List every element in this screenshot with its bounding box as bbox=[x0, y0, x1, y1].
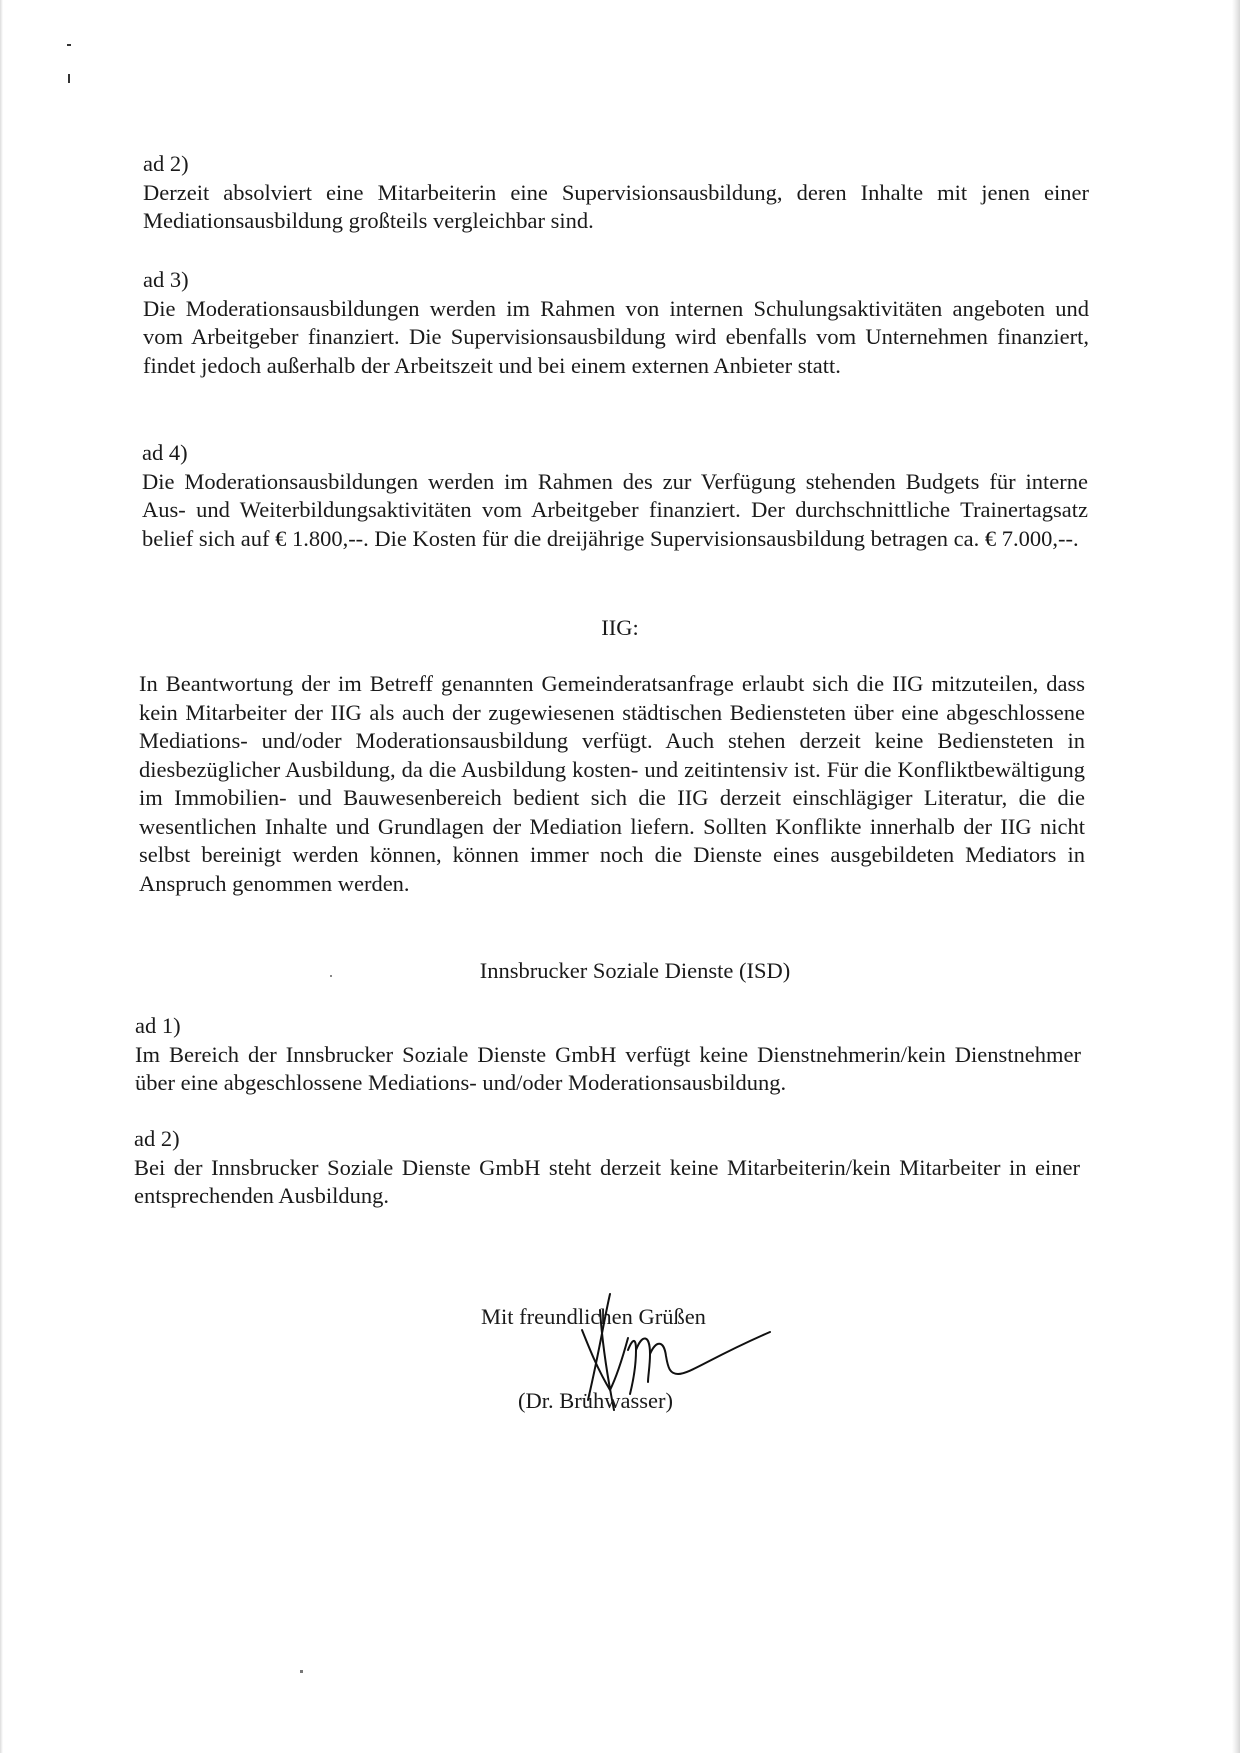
section-label: ad 2) bbox=[143, 151, 189, 176]
closing-signatory: (Dr. Brühwasser) bbox=[518, 1388, 673, 1413]
isd-section-ad1 bbox=[135, 1012, 1081, 1098]
iig-heading: IIG: bbox=[601, 615, 639, 640]
closing-greeting: Mit freundlichen Grüßen bbox=[481, 1304, 706, 1329]
isd-section-ad2 bbox=[134, 1125, 1080, 1211]
section-label: ad 1) bbox=[135, 1013, 181, 1038]
section-ad4 bbox=[142, 439, 1088, 553]
section-text: Bei der Innsbrucker Soziale Dienste GmbH steht derzeit keine Mitarbeiterin/kein Mitarbeiter in einer entsprechenden Ausbildung. bbox=[134, 1154, 1080, 1208]
section-text: Im Bereich der Innsbrucker Soziale Dienste GmbH verfügt keine Dienstnehmerin/kein Dienstnehmer über eine abgeschlossene Mediations- und/oder Moderationsausbildung. bbox=[135, 1041, 1081, 1095]
section-ad2 bbox=[143, 150, 1089, 236]
section-label: ad 2) bbox=[134, 1126, 180, 1151]
section-label: ad 4) bbox=[142, 440, 188, 465]
section-ad3 bbox=[143, 266, 1089, 380]
section-text: Die Moderationsausbildungen werden im Rahmen von internen Schulungsaktivitäten angeboten und vom Arbeitgeber finanziert. Die Supervisionsausbildung wird ebenfalls vom Unternehmen finanziert, findet jedoch außerhalb der Arbeitszeit und bei einem externen Anbieter statt. bbox=[143, 295, 1089, 378]
section-text: Derzeit absolviert eine Mitarbeiterin eine Supervisionsausbildung, deren Inhalte mit jenen einer Mediationsausbildung großteils vergleichbar sind. bbox=[143, 179, 1089, 233]
section-text: Die Moderationsausbildungen werden im Rahmen des zur Verfügung stehenden Budgets für interne Aus- und Weiterbildungsaktivitäten vom Arbeitgeber finanziert. Der durchschnittliche Trainertagsatz belief sich auf € 1.800,--. Die Kosten für die dreijährige Supervisionsausbildung betragen ca. € 7.000,--. bbox=[142, 468, 1088, 551]
scan-edge-right bbox=[1232, 0, 1240, 1753]
section-label: ad 3) bbox=[143, 267, 189, 292]
scan-speck bbox=[300, 1670, 303, 1673]
isd-heading: Innsbrucker Soziale Dienste (ISD) bbox=[479, 958, 791, 983]
scan-speck bbox=[68, 74, 70, 83]
iig-paragraph bbox=[139, 670, 1085, 898]
scan-edge-left bbox=[0, 0, 3, 1753]
iig-text: In Beantwortung der im Betreff genannten Gemeinderatsanfrage erlaubt sich die IIG mitzuteilen, dass kein Mitarbeiter der IIG als auch der zugewiesenen städtischen Bediensteten über eine abgeschlossene Mediations- und/oder Moderationsausbildung verfügt. Auch stehen derzeit keine Bediensteten in diesbezüglicher Ausbildung, da die Ausbildung kosten- und zeitintensiv ist. Für die Konfliktbewältigung im Immobilien- und Bauwesenbereich bedient sich die IIG derzeit einschlägiger Literatur, die die wesentlichen Inhalte und Grundlagen der Mediation liefern. Sollten Konflikte innerhalb der IIG nicht selbst bereinigt werden können, können immer noch die Dienste eines ausgebildeten Mediators in Anspruch genommen werden. bbox=[139, 671, 1085, 896]
scan-speck bbox=[67, 44, 71, 46]
